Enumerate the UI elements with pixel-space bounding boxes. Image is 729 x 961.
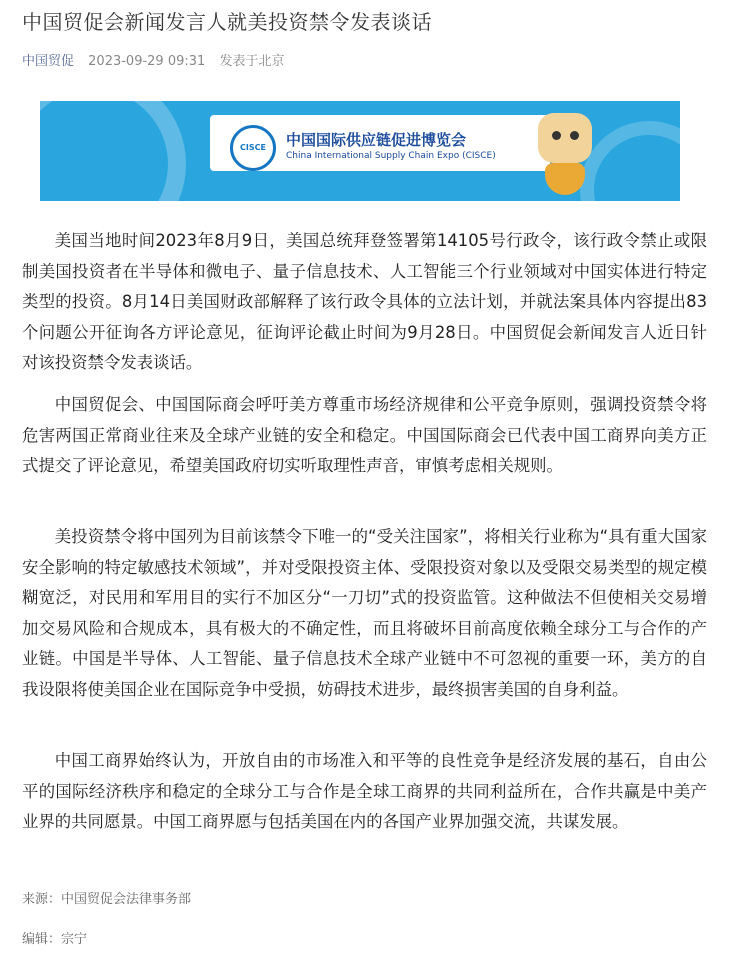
article-source-line: 来源：中国贸促会法律事务部: [22, 892, 192, 907]
article-title: 中国贸促会新闻发言人就美投资禁令发表谈话: [22, 10, 432, 34]
article-paragraph: 美投资禁令将中国列为目前该禁令下唯一的“受关注国家”，将相关行业称为“具有重大国家安全影响的特定敏感技术领域”，并对受限投资主体、受限投资对象以及受限交易类型的规定模糊宽泛，对民用和军用目的实行不加区分“一刀切”式的投资监管。这种做法不但使相关交易增加交易风险和合规成本，具有极大的不确定性，而且将破坏目前高度依赖全球分工与合作的产业链。中国是半导体、人工智能、量子信息技术全球产业链中不可忽视的重要一环，美方的自我设限将使美国企业在国际竞争中受损，妨碍技术进步，最终损害美国的自身利益。: [22, 527, 707, 699]
source-account-link[interactable]: 中国贸促: [22, 54, 75, 69]
publish-time: 2023-09-29 09:31: [88, 54, 206, 69]
mascot-icon: [538, 113, 592, 163]
article-paragraph: 中国工商界始终认为，开放自由的市场准入和平等的良性竞争是经济发展的基石，自由公平的国际经济秩序和稳定的全球分工与合作是全球工商界的共同利益所在，合作共赢是中美产业界的共同愿景。中国工商界愿与包括美国在内的各国产业界加强交流，共谋发展。: [22, 751, 707, 831]
article-editor-line: 编辑：宗宁: [22, 932, 88, 947]
article-meta: [22, 50, 284, 69]
mascot-eye: [570, 131, 579, 140]
expo-banner-image: [40, 101, 680, 201]
mascot-eye: [552, 131, 561, 140]
mascot-body: [545, 163, 585, 195]
banner-title-en: China International Supply Chain Expo (CISCE): [286, 151, 496, 161]
decorative-ring: [40, 101, 186, 201]
decorative-ring: [580, 121, 680, 201]
banner-title-cn: 中国国际供应链促进博览会: [286, 131, 467, 149]
article-paragraph: 美国当地时间2023年8月9日，美国总统拜登签署第14105号行政令，该行政令禁止或限制美国投资者在半导体和微电子、量子信息技术、人工智能三个行业领域对中国实体进行特定类型的投资。8月14日美国财政部解释了该行政令具体的立法计划，并就法案具体内容提出83个问题公开征询各方评论意见，征询评论截止时间为9月28日。中国贸促会新闻发言人近日针对该投资禁令发表谈话。: [22, 231, 707, 372]
cisce-logo-icon: CISCE: [230, 125, 276, 171]
article-paragraph: 中国贸促会、中国国际商会呼吁美方尊重市场经济规律和公平竞争原则，强调投资禁令将危害两国正常商业往来及全球产业链的安全和稳定。中国国际商会已代表中国工商界向美方正式提交了评论意见，希望美国政府切实听取理性声音，审慎考虑相关规则。: [22, 395, 707, 475]
publish-location: 发表于北京: [219, 54, 285, 69]
